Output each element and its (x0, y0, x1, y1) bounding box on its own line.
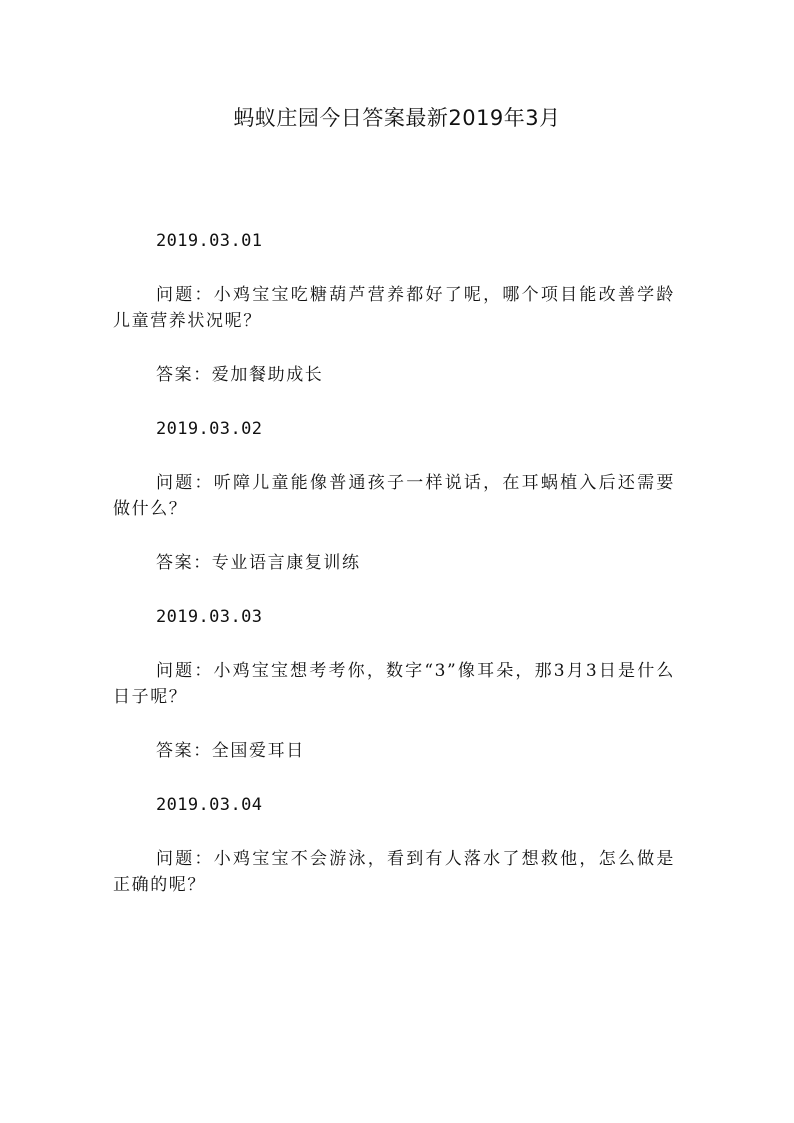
entry-question: 问题：小鸡宝宝不会游泳，看到有人落水了想救他，怎么做是正确的呢？ (113, 849, 675, 895)
entry-2019-03-04 (113, 792, 675, 898)
entry-date: 2019.03.04 (156, 795, 263, 815)
entry-question: 问题：小鸡宝宝吃糖葫芦营养都好了呢，哪个项目能改善学龄儿童营养状况呢？ (113, 285, 675, 331)
entry-question: 问题：听障儿童能像普通孩子一样说话，在耳蜗植入后还需要做什么？ (113, 473, 675, 519)
entry-date: 2019.03.02 (156, 419, 263, 439)
entry-date: 2019.03.01 (156, 231, 263, 251)
entry-answer: 答案：全国爱耳日 (156, 741, 305, 761)
entry-2019-03-03 (113, 604, 675, 764)
entry-2019-03-01 (113, 228, 675, 388)
entry-answer: 答案：专业语言康复训练 (156, 553, 361, 573)
entry-date: 2019.03.03 (156, 607, 263, 627)
document-body (113, 228, 675, 926)
entry-answer: 答案：爱加餐助成长 (156, 365, 324, 385)
entry-2019-03-02 (113, 416, 675, 576)
entry-question: 问题：小鸡宝宝想考考你，数字“3”像耳朵，那3月3日是什么日子呢？ (113, 661, 675, 707)
document-title: 蚂蚁庄园今日答案最新2019年3月 (233, 106, 561, 130)
